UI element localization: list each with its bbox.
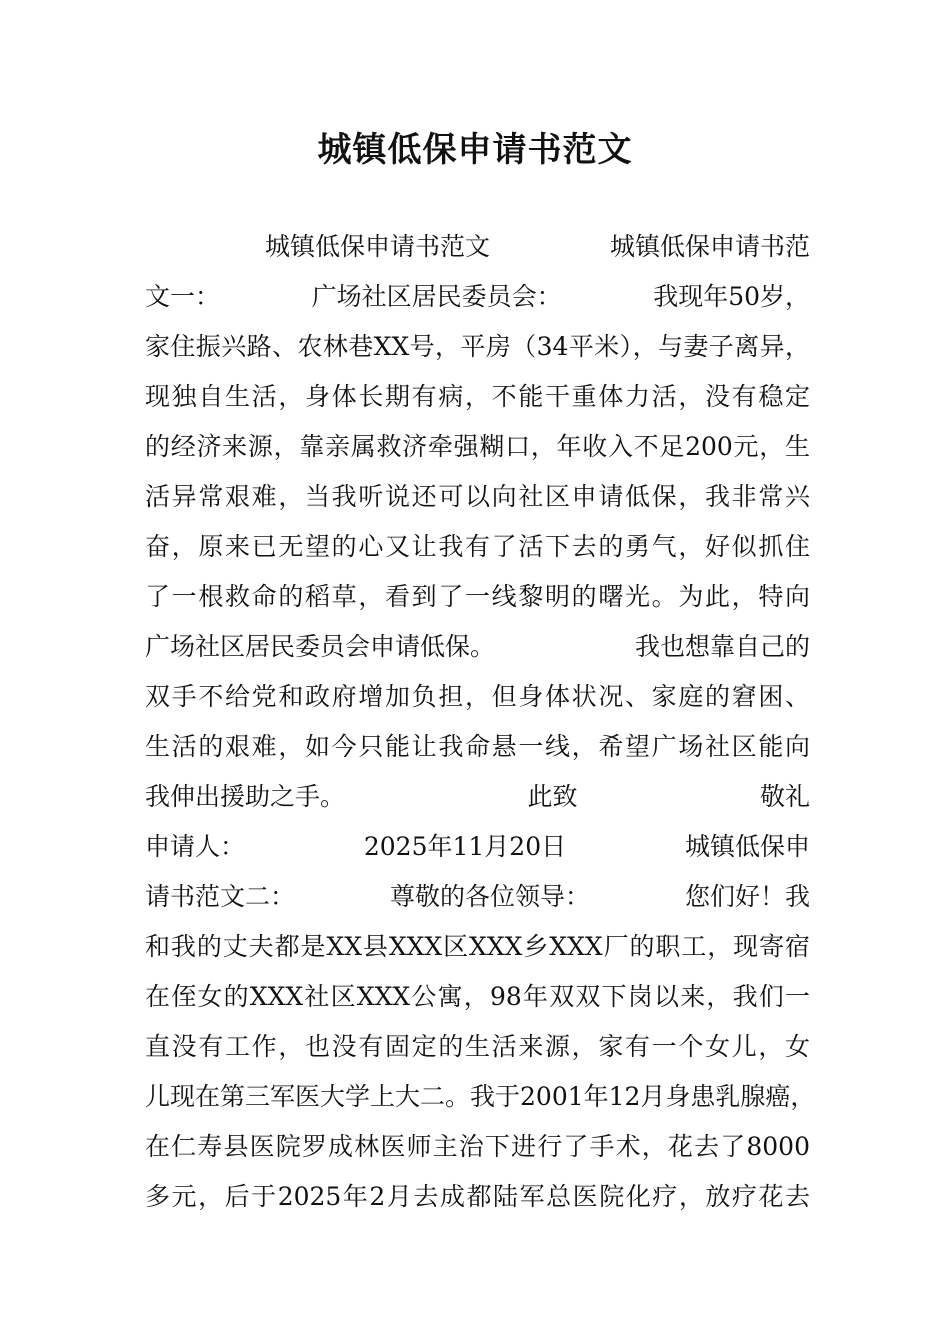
- body-text-segment: 尊敬的各位领导：: [389, 882, 590, 911]
- body-text-segment: 敬礼: [759, 782, 810, 811]
- body-line: [145, 772, 810, 822]
- body-text-segment: 在仁寿县医院罗成林医师主治下进行了手术，花去了8000: [145, 1132, 810, 1161]
- body-text-segment: 生活的艰难，如今只能让我命悬一线，希望广场社区能向: [145, 732, 810, 761]
- body-line: [145, 372, 810, 422]
- body-line: [145, 972, 810, 1022]
- body-line: [145, 572, 810, 622]
- document-body: [145, 222, 816, 1222]
- body-line: [145, 622, 810, 672]
- document-title: 城镇低保申请书范文: [317, 130, 633, 170]
- body-line: [145, 1122, 810, 1172]
- body-line: [145, 322, 810, 372]
- body-text-segment: 2025年11月20日: [363, 832, 567, 861]
- body-line: [145, 822, 810, 872]
- body-line: [145, 672, 810, 722]
- body-text-segment: 多元，后于2025年2月去成都陆军总医院化疗，放疗花去: [145, 1182, 810, 1211]
- body-text-segment: 此致: [527, 782, 578, 811]
- body-line: [145, 422, 810, 472]
- body-line: [145, 222, 810, 272]
- body-text-segment: 广场社区居民委员会：: [311, 282, 562, 311]
- body-text-segment: 我也想靠自己的: [634, 632, 810, 661]
- body-text-segment: 儿现在第三军医大学上大二。我于2001年12月身患乳腺癌，: [145, 1082, 816, 1111]
- body-text-segment: 家住振兴路、农林巷XX号，平房（34平米），与妻子离异，: [145, 332, 810, 361]
- body-text-segment: 城镇低保申: [684, 832, 810, 861]
- body-line: [145, 1022, 810, 1072]
- body-line: [145, 522, 810, 572]
- body-line: [145, 1172, 810, 1222]
- body-text-segment: 了一根救命的稻草，看到了一线黎明的曙光。为此，特向: [145, 582, 810, 611]
- body-text-segment: 您们好！我: [684, 882, 810, 911]
- body-text-segment: 奋，原来已无望的心又让我有了活下去的勇气，好似抓住: [145, 532, 810, 561]
- body-text-segment: 文一：: [145, 282, 221, 311]
- body-line: [145, 872, 810, 922]
- body-text-segment: 我现年50岁，: [653, 282, 810, 311]
- body-line: [145, 1072, 816, 1122]
- body-text-segment: 的经济来源，靠亲属救济牵强糊口，年收入不足200元，生: [145, 432, 810, 461]
- body-text-segment: 城镇低保申请书范: [609, 232, 810, 261]
- body-text-segment: 现独自生活，身体长期有病，不能干重体力活，没有稳定: [145, 382, 810, 411]
- body-text-segment: 申请人：: [145, 832, 246, 861]
- body-line: [145, 722, 810, 772]
- body-text-segment: 双手不给党和政府增加负担，但身体状况、家庭的窘困、: [145, 682, 810, 711]
- body-text-segment: 城镇低保申请书范文: [264, 232, 490, 261]
- body-text-segment: 请书范文二：: [145, 882, 296, 911]
- body-line: [145, 472, 810, 522]
- body-line: [145, 272, 810, 322]
- body-text-segment: 和我的丈夫都是XX县XXX区XXX乡XXX厂的职工，现寄宿: [145, 932, 810, 961]
- body-text-segment: 直没有工作，也没有固定的生活来源，家有一个女儿，女: [145, 1032, 810, 1061]
- body-line: [145, 922, 810, 972]
- body-text-segment: 在侄女的XXX社区XXX公寓，98年双双下岗以来，我们一: [145, 982, 810, 1011]
- body-text-segment: 我伸出援助之手。: [145, 782, 346, 811]
- body-text-segment: 活异常艰难，当我听说还可以向社区申请低保，我非常兴: [145, 482, 810, 511]
- body-text-segment: 广场社区居民委员会申请低保。: [145, 632, 496, 661]
